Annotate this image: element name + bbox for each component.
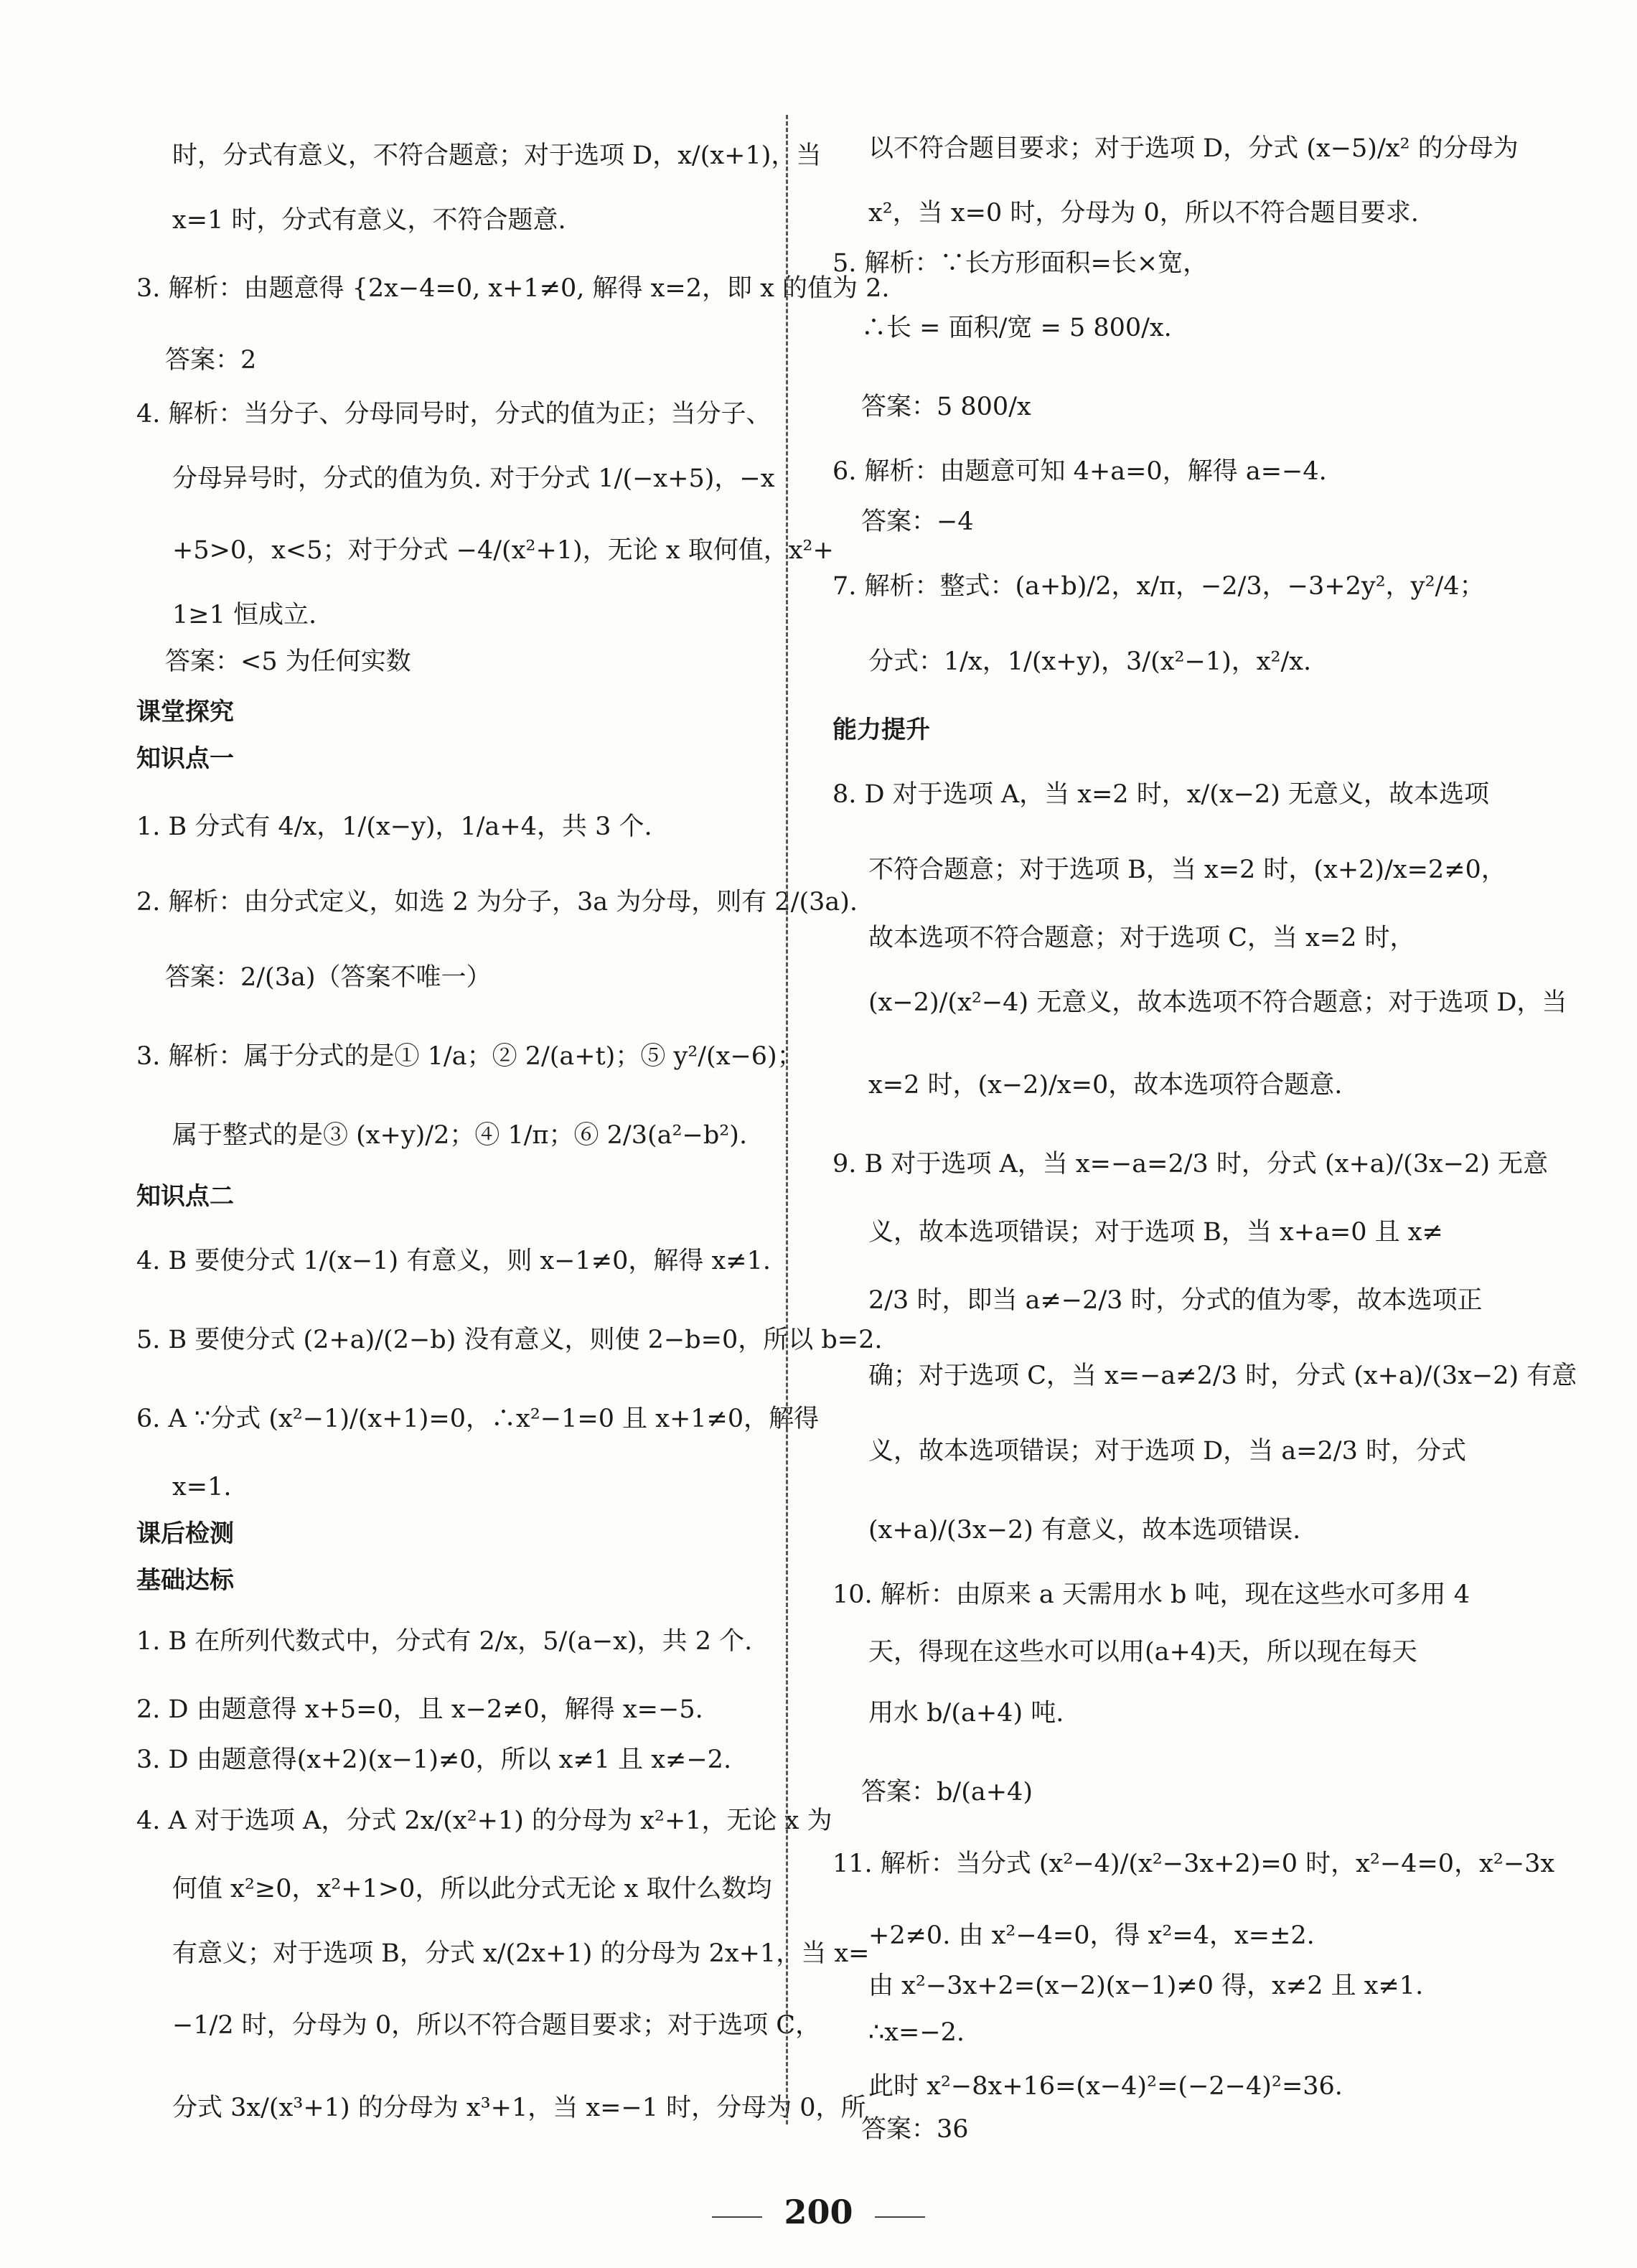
left-line-7: 1≥1 恒成立. bbox=[172, 601, 317, 629]
right-line-21: 10. 解析：由原来 a 天需用水 b 吨，现在这些水可多用 4 bbox=[832, 1580, 1470, 1609]
right-line-10: 8. D 对于选项 A，当 x=2 时，x/(x−2) 无意义，故本选项 bbox=[832, 780, 1489, 809]
left-line-30: 分式 3x/(x³+1) 的分母为 x³+1，当 x=−1 时，分母为 0，所 bbox=[172, 2094, 866, 2122]
left-line-3: 答案：2 bbox=[165, 346, 257, 375]
right-line-4: 答案：5 800/x bbox=[861, 393, 1031, 421]
right-line-14: x=2 时，(x−2)/x=0，故本选项符合题意. bbox=[868, 1071, 1343, 1100]
left-line-2: 3. 解析：由题意得 {2x−4=0, x+1≠0, 解得 x=2，即 x 的值为 2. bbox=[136, 274, 890, 303]
left-line-10: 知识点一 bbox=[136, 744, 234, 773]
left-line-17: 4. B 要使分式 1/(x−1) 有意义，则 x−1≠0，解得 x≠1. bbox=[136, 1247, 771, 1275]
right-line-1: x²，当 x=0 时，分母为 0，所以不符合题目要求. bbox=[868, 199, 1419, 228]
left-line-14: 3. 解析：属于分式的是① 1/a；② 2/(a+t)；⑤ y²/(x−6)； bbox=[136, 1042, 802, 1071]
page-number bbox=[0, 2193, 1637, 2231]
right-line-16: 义，故本选项错误；对于选项 B，当 x+a=0 且 x≠ bbox=[868, 1218, 1443, 1247]
right-column bbox=[832, 0, 1577, 2153]
left-line-13: 答案：2/(3a)（答案不唯一） bbox=[165, 963, 492, 992]
right-line-18: 确；对于选项 C，当 x=−a≠2/3 时，分式 (x+a)/(3x−2) 有意 bbox=[868, 1362, 1577, 1390]
left-line-25: 3. D 由题意得(x+2)(x−1)≠0，所以 x≠1 且 x≠−2. bbox=[136, 1745, 732, 1774]
left-line-1: x=1 时，分式有意义，不符合题意. bbox=[172, 206, 566, 235]
right-line-29: 此时 x²−8x+16=(x−4)²=(−2−4)²=36. bbox=[868, 2072, 1343, 2101]
left-line-9: 课堂探究 bbox=[136, 698, 234, 726]
left-line-28: 有意义；对于选项 B，分式 x/(2x+1) 的分母为 2x+1，当 x= bbox=[172, 1939, 870, 1968]
right-line-25: 11. 解析：当分式 (x²−4)/(x²−3x+2)=0 时，x²−4=0，x²−3x bbox=[832, 1850, 1555, 1878]
right-line-19: 义，故本选项错误；对于选项 D，当 a=2/3 时，分式 bbox=[868, 1437, 1466, 1466]
right-line-3: ∴长 = 面积/宽 = 5 800/x. bbox=[861, 314, 1172, 342]
left-line-18: 5. B 要使分式 (2+a)/(2−b) 没有意义，则使 2−b=0，所以 b=2. bbox=[136, 1326, 883, 1354]
right-line-7: 7. 解析：整式：(a+b)/2，x/π，−2/3，−3+2y²，y²/4； bbox=[832, 572, 1485, 601]
right-line-23: 用水 b/(a+4) 吨. bbox=[868, 1699, 1064, 1728]
right-line-27: 由 x²−3x+2=(x−2)(x−1)≠0 得，x≠2 且 x≠1. bbox=[868, 1972, 1424, 2000]
left-line-24: 2. D 由题意得 x+5=0，且 x−2≠0，解得 x=−5. bbox=[136, 1695, 703, 1724]
left-line-29: −1/2 时，分母为 0，所以不符合题目要求；对于选项 C， bbox=[172, 2011, 821, 2040]
left-line-8: 答案：<5 为任何实数 bbox=[165, 647, 411, 676]
left-line-11: 1. B 分式有 4/x，1/(x−y)，1/a+4，共 3 个. bbox=[136, 812, 652, 841]
right-line-17: 2/3 时，即当 a≠−2/3 时，分式的值为零，故本选项正 bbox=[868, 1286, 1483, 1315]
left-line-5: 分母异号时，分式的值为负. 对于分式 1/(−x+5)，−x bbox=[172, 464, 775, 493]
column-divider bbox=[786, 115, 788, 2124]
left-line-4: 4. 解析：当分子、分母同号时，分式的值为正；当分子、 bbox=[136, 400, 771, 428]
page-number-text: 200 bbox=[784, 2193, 853, 2231]
left-line-20: x=1. bbox=[172, 1473, 232, 1501]
left-line-19: 6. A ∵分式 (x²−1)/(x+1)=0，∴x²−1=0 且 x+1≠0，解得 bbox=[136, 1405, 820, 1433]
right-line-11: 不符合题意；对于选项 B，当 x=2 时，(x+2)/x=2≠0， bbox=[868, 856, 1506, 884]
left-line-27: 何值 x²≥0，x²+1>0，所以此分式无论 x 取什么数均 bbox=[172, 1875, 772, 1903]
left-line-15: 属于整式的是③ (x+y)/2；④ 1/π；⑥ 2/3(a²−b²). bbox=[172, 1121, 748, 1150]
right-line-0: 以不符合题目要求；对于选项 D，分式 (x−5)/x² 的分母为 bbox=[868, 134, 1519, 163]
right-line-13: (x−2)/(x²−4) 无意义，故本选项不符合题意；对于选项 D，当 bbox=[868, 988, 1567, 1017]
right-line-8: 分式：1/x，1/(x+y)，3/(x²−1)，x²/x. bbox=[868, 647, 1312, 676]
right-line-2: 5. 解析：∵长方形面积=长×宽， bbox=[832, 249, 1209, 278]
right-line-9: 能力提升 bbox=[832, 716, 930, 744]
left-line-21: 课后检测 bbox=[136, 1519, 234, 1548]
right-line-15: 9. B 对于选项 A，当 x=−a=2/3 时，分式 (x+a)/(3x−2) 无意 bbox=[832, 1150, 1549, 1178]
right-line-22: 天，得现在这些水可以用(a+4)天，所以现在每天 bbox=[868, 1638, 1417, 1667]
right-line-30: 答案：36 bbox=[861, 2115, 969, 2144]
right-line-26: +2≠0. 由 x²−4=0，得 x²=4，x=±2. bbox=[868, 1921, 1315, 1950]
left-line-0: 时，分式有意义，不符合题意；对于选项 D，x/(x+1)，当 bbox=[172, 141, 822, 170]
left-line-12: 2. 解析：由分式定义，如选 2 为分子，3a 为分母，则有 2/(3a). bbox=[136, 888, 858, 917]
left-line-16: 知识点二 bbox=[136, 1182, 234, 1211]
left-line-26: 4. A 对于选项 A，分式 2x/(x²+1) 的分母为 x²+1，无论 x 为 bbox=[136, 1807, 832, 1835]
right-line-20: (x+a)/(3x−2) 有意义，故本选项错误. bbox=[868, 1516, 1301, 1545]
right-line-5: 6. 解析：由题意可知 4+a=0，解得 a=−4. bbox=[832, 457, 1327, 486]
right-line-24: 答案：b/(a+4) bbox=[861, 1778, 1033, 1807]
left-line-22: 基础达标 bbox=[136, 1566, 234, 1595]
right-line-28: ∴x=−2. bbox=[868, 2018, 965, 2047]
left-line-23: 1. B 在所列代数式中，分式有 2/x，5/(a−x)，共 2 个. bbox=[136, 1627, 753, 1656]
left-line-6: +5>0，x<5；对于分式 −4/(x²+1)，无论 x 取何值，x²+ bbox=[172, 536, 834, 565]
right-line-6: 答案：−4 bbox=[861, 507, 974, 536]
right-line-12: 故本选项不符合题意；对于选项 C，当 x=2 时， bbox=[868, 924, 1415, 952]
